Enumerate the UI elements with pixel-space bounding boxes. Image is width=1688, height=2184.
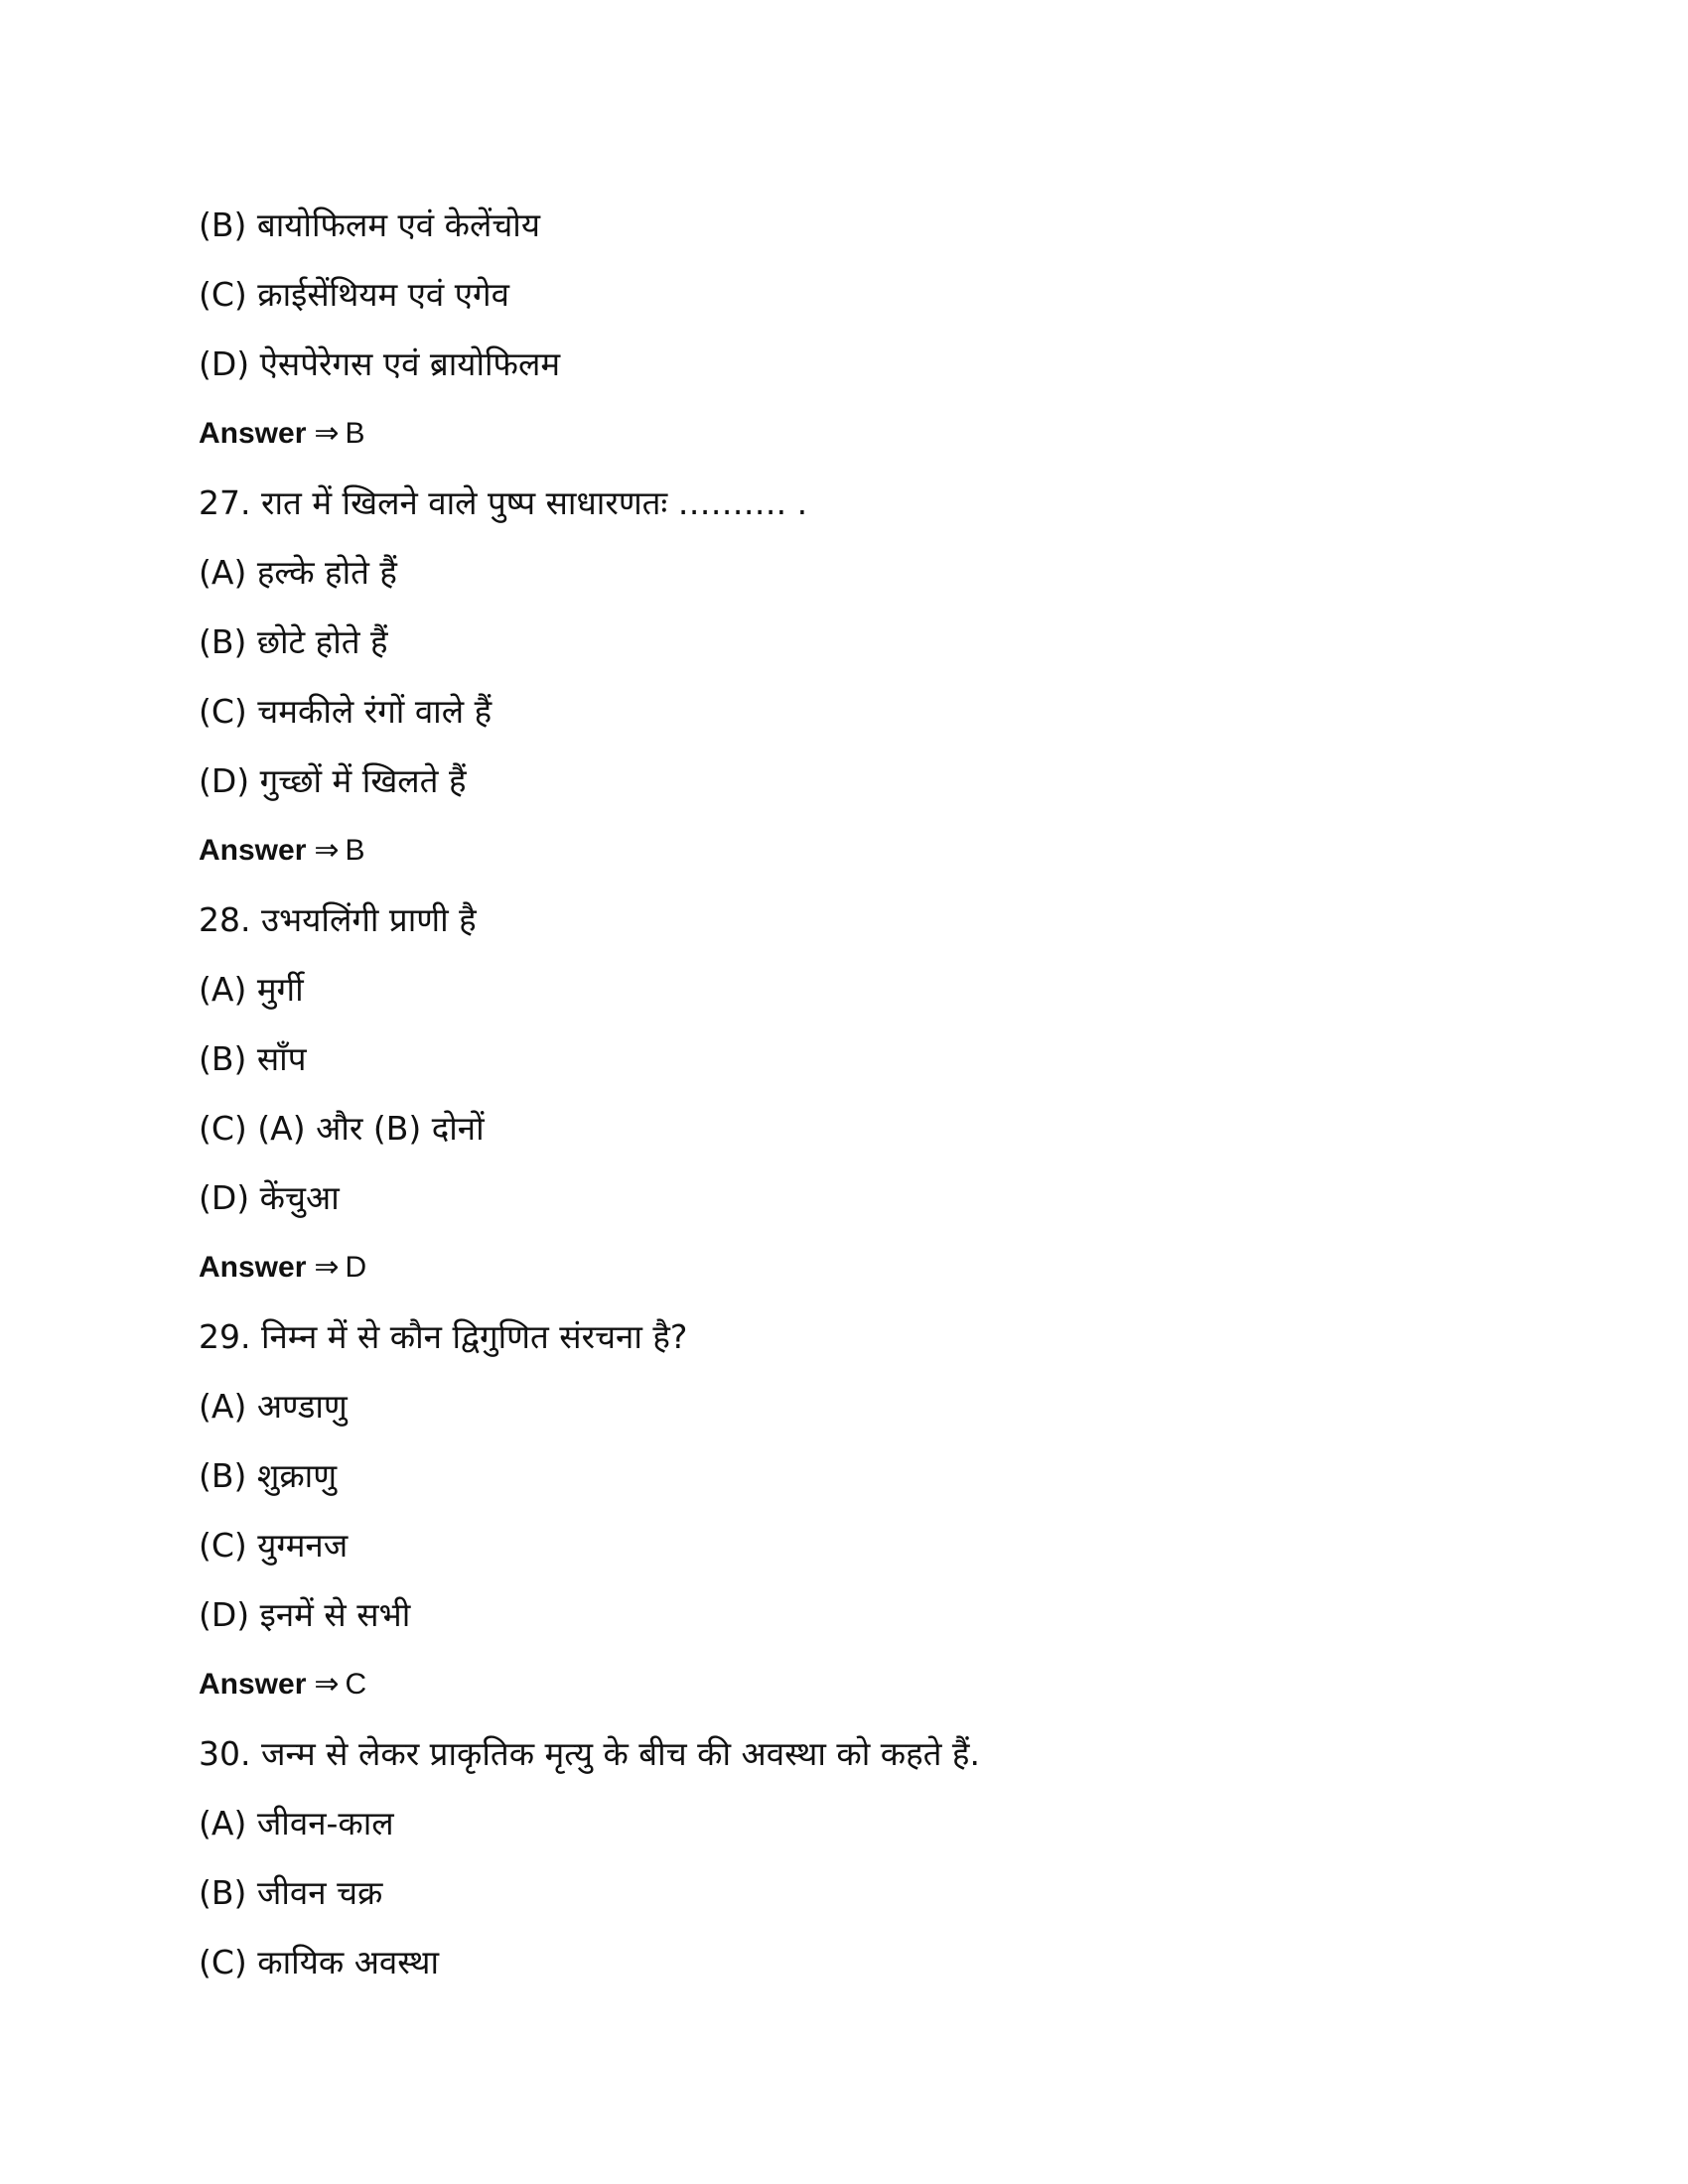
option-d: (D) इनमें से सभी [199, 1595, 411, 1634]
question-29 [199, 1302, 1489, 1719]
option-c: (C) चमकीले रंगों वाले हैं [199, 692, 492, 731]
option-c: (C) (A) और (B) दोनों [199, 1109, 485, 1148]
option-d: (D) गुच्छों में खिलते हैं [199, 761, 467, 800]
answer-arrow: ⇒ [314, 1251, 340, 1284]
option-a: (A) हल्के होते हैं [199, 553, 397, 592]
option-c: (C) कायिक अवस्था [199, 1943, 440, 1981]
option-a: (A) जीवन-काल [199, 1804, 394, 1843]
option-d: (D) ऐसपेरेगस एवं ब्रायोफिलम [199, 344, 561, 383]
answer-value: B [345, 834, 365, 867]
answer-label: Answer [199, 834, 307, 867]
answer-value: D [345, 1251, 367, 1284]
option-b: (B) छोटे होते हैं [199, 622, 388, 661]
question-text: 29. निम्न में से कौन द्विगुणित संरचना है? [199, 1317, 688, 1356]
option-b: (B) शुक्राणु [199, 1456, 338, 1495]
question-27 [199, 469, 1489, 886]
answer-line [199, 816, 1489, 886]
question-30 [199, 1719, 1489, 1997]
option-d: (D) केंचुआ [199, 1178, 340, 1217]
answer-arrow: ⇒ [314, 834, 340, 867]
answer-line [199, 1650, 1489, 1719]
answer-arrow: ⇒ [314, 417, 340, 450]
option-c: (C) युग्मनज [199, 1526, 349, 1565]
option-a: (A) अण्डाणु [199, 1387, 348, 1426]
question-text: 28. उभयलिंगी प्राणी है [199, 900, 477, 939]
option-b: (B) साँप [199, 1039, 307, 1078]
document-page [199, 191, 1489, 1997]
answer-label: Answer [199, 417, 307, 450]
answer-arrow: ⇒ [314, 1668, 340, 1701]
option-b: (B) बायोफिलम एवं केलेंचोय [199, 205, 540, 244]
prev-question-options [199, 191, 1489, 399]
option-c: (C) क्राईसेंथियम एवं एगेव [199, 275, 509, 314]
question-text: 30. जन्म से लेकर प्राकृतिक मृत्यु के बीच की अवस्था को कहते हैं. [199, 1734, 980, 1773]
option-a: (A) मुर्गी [199, 970, 304, 1009]
answer-line [199, 1233, 1489, 1302]
question-28 [199, 886, 1489, 1302]
answer-value: B [345, 417, 365, 450]
answer-label: Answer [199, 1668, 307, 1701]
answer-label: Answer [199, 1251, 307, 1284]
answer-line [199, 399, 1489, 469]
question-text: 27. रात में खिलने वाले पुष्प साधारणतः ………. . [199, 483, 808, 522]
answer-value: C [345, 1668, 367, 1701]
option-b: (B) जीवन चक्र [199, 1873, 383, 1912]
